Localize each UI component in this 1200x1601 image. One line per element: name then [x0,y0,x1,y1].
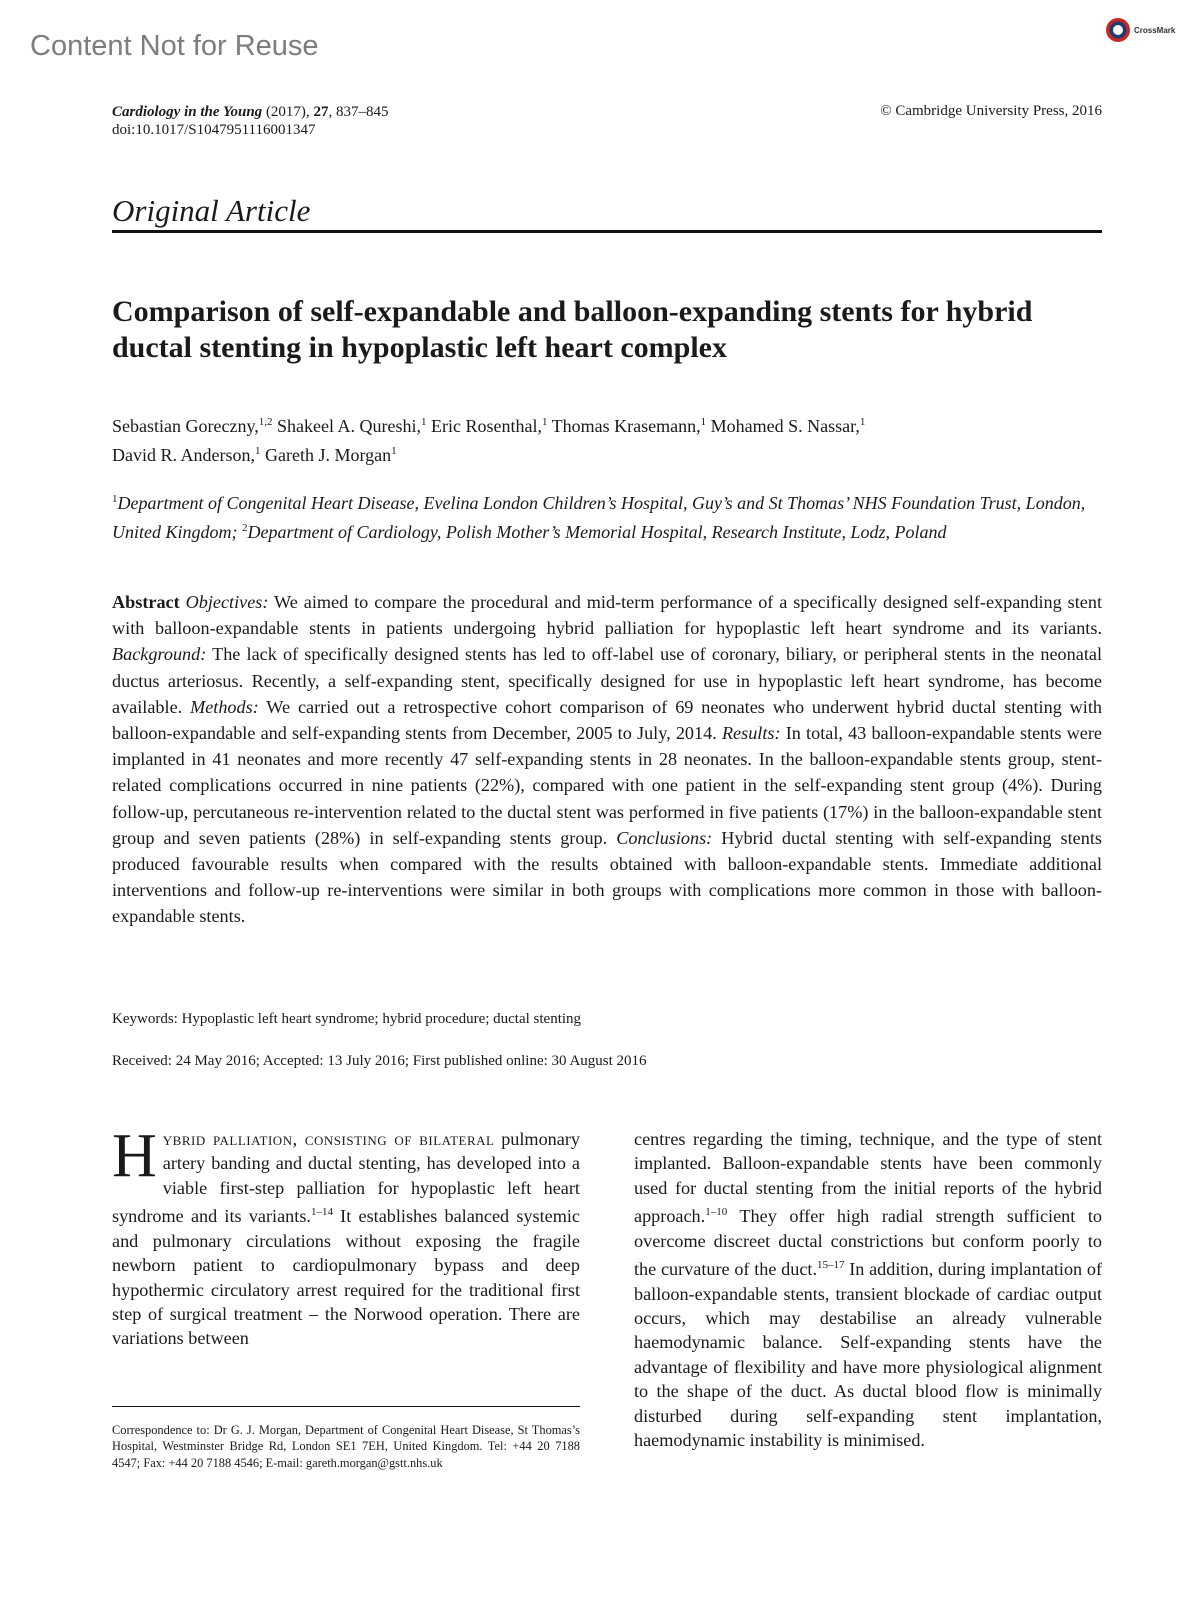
author-name: Gareth J. Morgan [260,445,392,465]
body-text: pulmonary artery banding and ductal stenting, has developed into a viable first-step palliation for hypoplastic left heart syndrome and its variants. [112,1129,580,1227]
author-name: Mohamed S. Nassar, [706,416,860,436]
reference-link[interactable]: 1–14 [310,1206,333,1219]
author-name: Shakeel A. Qureshi, [272,416,422,436]
doi[interactable]: doi:10.1017/S1047951116001347 [112,122,316,138]
abstract-label: Abstract [112,592,180,612]
journal-volume: 27 [313,104,329,120]
opening-smallcaps: ybrid palliation, consisting of bilateral [162,1129,495,1149]
author-affiliation: 1 [700,416,707,428]
affiliation-number: 1 [112,493,118,505]
affiliation-text: Department of Congenital Heart Disease, Evelina London Children’s Hospital, Guy’s and St Thomas’ NHS Foundation Trust, London, United Kingdom; [112,493,1086,542]
author-affiliation: 1 [859,416,866,428]
methods-label: Methods: [190,696,259,717]
footnote-rule [112,1406,580,1407]
author-affiliation: 1 [542,416,548,428]
journal-citation [112,103,388,139]
background-label: Background: [112,644,207,665]
crossmark-icon [1105,17,1131,43]
body-text: It establishes balanced systemic and pulmonary circulations without exposing the fragile newborn patient to cardiopulmonary bypass and deep hypothermic circulatory arrest required for the traditional first step of surgical treatment – the Norwood operation. There are variations between [112,1206,580,1349]
author-name: Thomas Krasemann, [547,416,701,436]
conclusions-text: Hybrid ductal stenting with self-expanding stents produced favourable results when compared with the results obtained with balloon-expandable stents. Immediate additional interventions and follow-up re-interventions were similar in both groups with complications more common in those with balloon-expandable stents. [112,827,1102,927]
header-rule [112,230,1102,233]
publication-dates: Received: 24 May 2016; Accepted: 13 July 2016; First published online: 30 August 2016 [112,1053,647,1069]
author-affiliation: 1,2 [258,416,273,428]
article-title: Comparison of self-expandable and balloon-expanding stents for hybrid ductal stenting in hypoplastic left heart complex [112,295,1033,364]
objectives-label: Objectives: [185,592,269,612]
conclusions-label: Conclusions: [616,827,713,848]
body-text: They offer high radial strength sufficient to overcome discreet ductal constrictions but conform poorly to the curvature of the duct. [634,1206,1102,1280]
author-affiliation: 1 [421,416,427,428]
author-affiliation: 1 [391,445,397,457]
author-list [112,410,1102,468]
reference-link[interactable]: 1–10 [705,1206,728,1219]
citation-line [112,103,388,121]
journal-name: Cardiology in the Young [112,104,263,120]
journal-pages: , 837–845 [328,104,389,120]
crossmark-badge[interactable] [1105,17,1175,43]
author-name: Eric Rosenthal, [426,416,542,436]
author-name: Sebastian Goreczny, [112,416,259,436]
body-text: centres regarding the timing, technique, and the type of stent implanted. Balloon-expandable stents have been commonly used for ductal stenting from the initial reports of the hybrid approach. [634,1129,1102,1227]
results-text: In total, 43 balloon-expandable stents were implanted in 41 neonates and more recently 47 self-expanding stents in 28 neonates. In the balloon-expandable stents group, stent-related complications occurred in nine patients (22%), compared with one patient in the self-expanding stent group (4%). During follow-up, percutaneous re-intervention related to the ductal stent was performed in five patients (17%) in the balloon-expandable stent group and seven patients (28%) in self-expanding stents group. [112,723,1102,848]
reference-link[interactable]: 15–17 [817,1259,845,1272]
affiliation-number: 2 [242,522,248,534]
objectives-text: We aimed to compare the procedural and mid-term performance of a specifically designed self-expanding stent with balloon-expandable stents in patients undergoing hybrid palliation for hypoplastic left heart syndrome and its variants. [112,592,1103,639]
body-text: In addition, during implantation of balloon-expandable stents, transient blockade of cardiac output occurs, which may destabilise an already vulnerable haemodynamic balance. Self-expanding stents have the advantage of flexibility and have more physiological alignment to the shape of the duct. As ductal blood flow is minimally disturbed during self-expanding stent implantation, haemodynamic instability is minimised. [634,1259,1102,1450]
correspondence-footnote: Correspondence to: Dr G. J. Morgan, Department of Congenital Heart Disease, St Thomas’s Hospital, Westminster Bridge Rd, London SE1 7EH, United Kingdom. Tel: +44 20 7188 4547; Fax: +44 20 7188 4546; E-mail: gareth.morgan@gstt.nhs.uk [112,1423,580,1470]
journal-year: (2017), [262,104,314,120]
author-name: David R. Anderson, [112,445,255,465]
affiliation-text: Department of Cardiology, Polish Mother’s Memorial Hospital, Research Institute, Lodz, Poland [247,522,947,542]
drop-cap: H [112,1122,157,1190]
keywords: Keywords: Hypoplastic left heart syndrome; hybrid procedure; ductal stenting [112,1011,582,1027]
results-label: Results: [721,723,781,744]
body-column-right [634,1127,1102,1452]
section-label: Original Article [112,193,311,228]
copyright: © Cambridge University Press, 2016 [880,103,1102,119]
methods-text: We carried out a retrospective cohort comparison of 69 neonates who underwent hybrid ductal stenting with balloon-expandable and self-expanding stents from December, 2005 to July, 2014. [112,696,1103,744]
watermark-text: Content Not for Reuse [30,30,319,62]
affiliations [112,487,1102,545]
author-affiliation: 1 [255,445,261,457]
crossmark-label: CrossMark [1134,25,1176,35]
body-column-left [112,1122,580,1351]
background-text: The lack of specifically designed stents has led to off-label use of coronary, biliary, or peripheral stents in the neonatal ductus arteriosus. Recently, a self-expanding stent, specifically designed for use in hypoplastic left heart syndrome, has become available. [112,644,1102,717]
abstract [112,589,1102,930]
